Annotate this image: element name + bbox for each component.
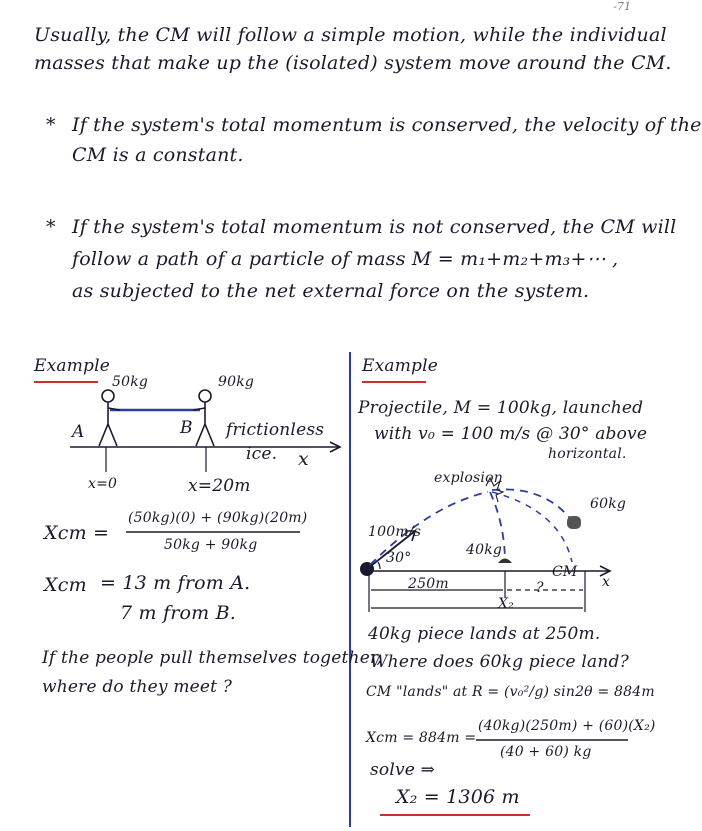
right-axis-label: x <box>602 574 611 590</box>
right-example-title: Example <box>362 356 439 376</box>
intro-line-1: Usually, the CM will follow a simple motion, while the individual <box>34 24 667 46</box>
xcm-result-1: = 13 m from A. <box>100 572 251 594</box>
solution-line-1: 40kg piece lands at 250m. <box>368 624 601 644</box>
eq-denominator: (40 + 60) kg <box>500 744 592 760</box>
cm-label: CM <box>552 564 578 580</box>
unknown-label: ? <box>536 580 544 596</box>
projectile-diagram <box>360 478 628 740</box>
eq-numerator: (40kg)(250m) + (60)(X₂) <box>478 718 656 734</box>
person-b-icon <box>193 390 214 446</box>
mass-b-label: 90kg <box>218 374 255 390</box>
intro-line-2: masses that make up the (isolated) system move around the CM. <box>34 52 672 74</box>
piece-60kg-label: 60kg <box>590 496 627 512</box>
pos-b-label: x=20m <box>188 476 251 496</box>
bullet-1-line-2: CM is a constant. <box>72 144 244 166</box>
xcm-denominator: 50kg + 90kg <box>164 537 258 553</box>
solution-line-2: Where does 60kg piece land? <box>370 652 629 672</box>
person-a-icon <box>99 390 120 446</box>
xcm-result-2: 7 m from B. <box>120 602 236 624</box>
x2-label: X₂ <box>498 596 514 612</box>
bullet-star: * <box>46 216 56 238</box>
bullet-2-line-3: as subjected to the net external force on the system. <box>72 280 590 302</box>
explosion-label: explosion <box>434 470 503 486</box>
answer-underline <box>380 814 530 816</box>
velocity-label: 100m/s <box>368 524 422 540</box>
xcm-numerator: (50kg)(0) + (90kg)(20m) <box>128 510 308 526</box>
mass-a-label: 50kg <box>112 374 149 390</box>
right-problem-line-2: with v₀ = 100 m/s @ 30° above <box>374 424 648 444</box>
pos-a-label: x=0 <box>88 476 118 492</box>
eq-lhs: Xcm = 884m = <box>366 730 477 746</box>
xcm-result-lhs: Xcm <box>44 574 87 596</box>
piece-40kg-icon <box>498 559 512 564</box>
left-question-1: If the people pull themselves together, <box>42 648 383 668</box>
surface-label-2: ice. <box>246 444 278 464</box>
dist-250-label: 250m <box>408 576 449 592</box>
solution-line-3: CM "lands" at R = (v₀²/g) sin2θ = 884m <box>366 684 655 700</box>
angle-label: 30° <box>386 550 412 566</box>
right-title-underline <box>362 381 426 383</box>
left-axis-label: x <box>298 448 309 470</box>
person-a-label: A <box>72 422 85 442</box>
trajectory-60kg <box>492 489 573 522</box>
xcm-lhs: Xcm = <box>44 522 110 544</box>
right-problem-line-1: Projectile, M = 100kg, launched <box>358 398 644 418</box>
piece-60kg-icon <box>567 516 581 529</box>
person-b-label: B <box>180 418 193 438</box>
bullet-1-line-1: If the system's total momentum is conserved, the velocity of the <box>72 114 702 136</box>
surface-label-1: frictionless <box>226 420 325 440</box>
angle-arc <box>378 562 380 569</box>
bullet-star: * <box>46 114 56 136</box>
piece-40kg-label: 40kg <box>466 542 503 558</box>
solve-label: solve ⇒ <box>370 760 436 780</box>
left-example-title: Example <box>34 356 111 376</box>
page-number: -71 <box>613 0 631 13</box>
right-problem-line-3: horizontal. <box>548 446 627 462</box>
final-answer: X₂ = 1306 m <box>396 786 520 808</box>
bullet-2-line-1: If the system's total momentum is not conserved, the CM will <box>72 216 677 238</box>
bullet-2-line-2: follow a path of a particle of mass M = m₁+m₂+m₃+⋯ , <box>72 248 619 270</box>
left-question-2: where do they meet ? <box>42 677 233 697</box>
